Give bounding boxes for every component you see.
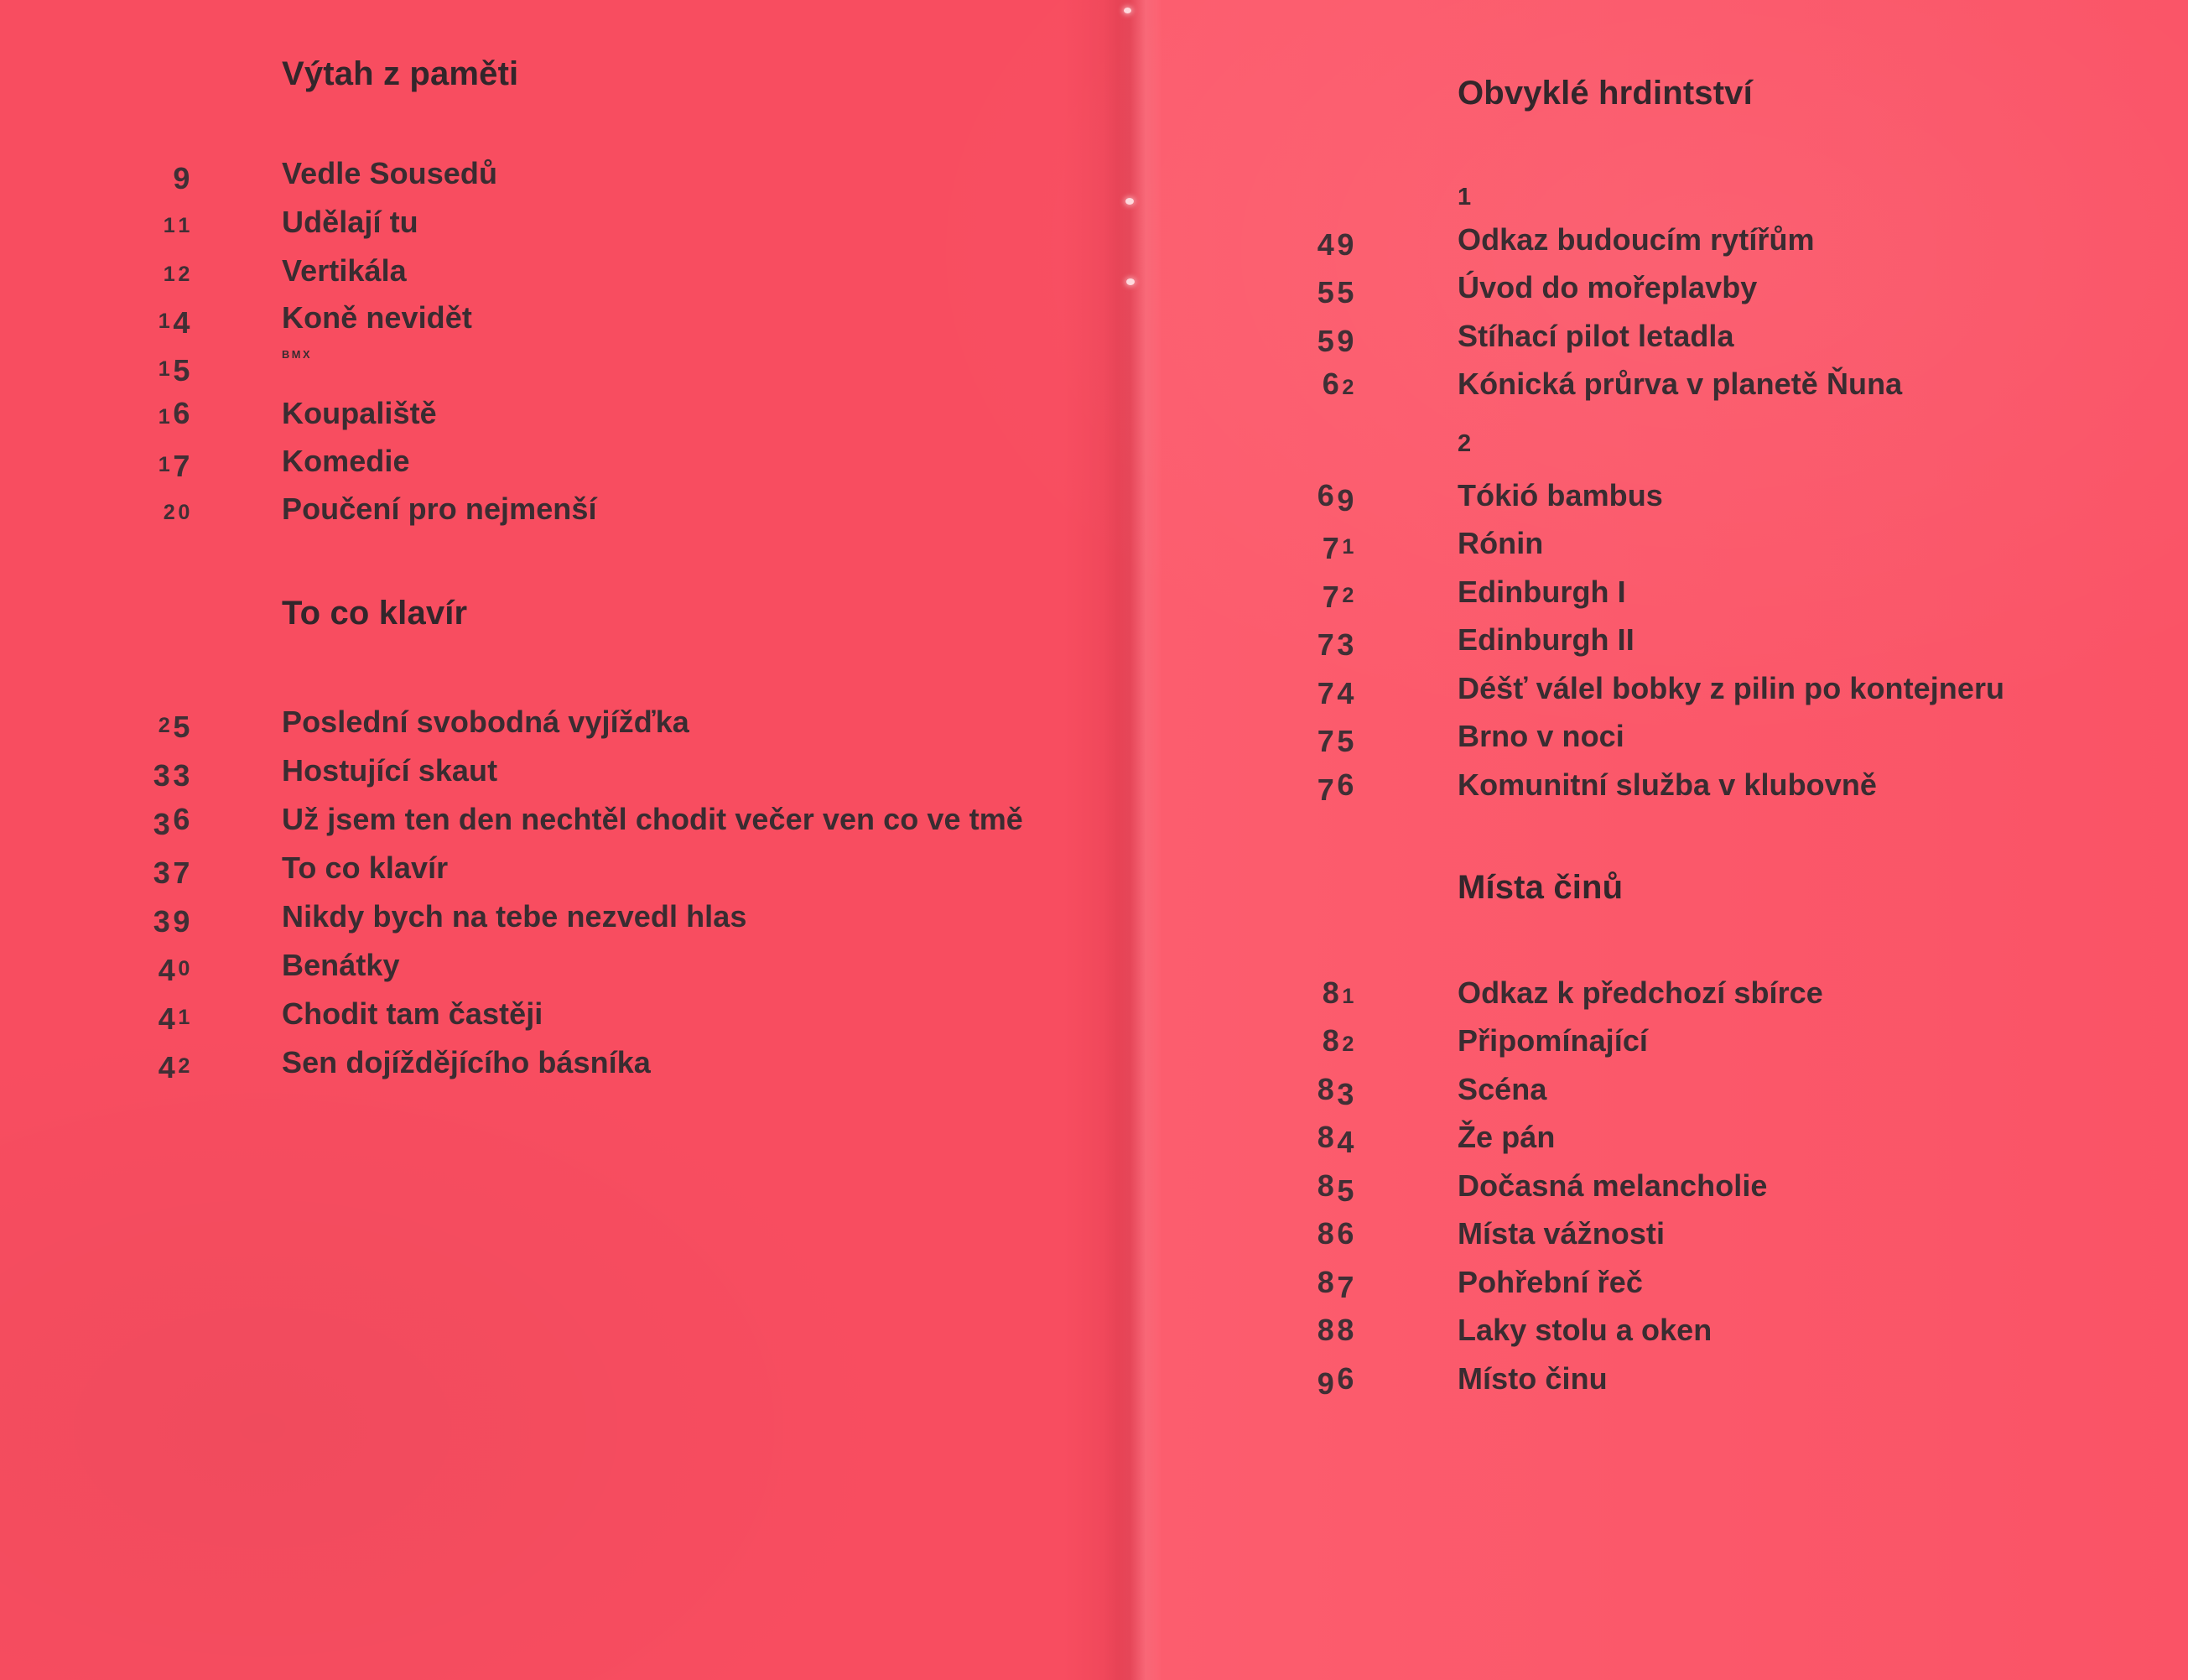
entry-page-number: 86: [1317, 1216, 1357, 1251]
entry-page-number: 37: [153, 855, 193, 890]
binding-stitch: [1124, 8, 1131, 13]
entry-page-number: 84: [1317, 1120, 1357, 1159]
entry-page-number: 42: [158, 1049, 193, 1084]
entry-page-number: 33: [153, 757, 193, 793]
entry-page-number: 75: [1317, 723, 1357, 758]
entry-page-number: 59: [1317, 323, 1357, 358]
entry-page-number: 20: [163, 501, 193, 524]
entry-page-number: 11: [163, 214, 193, 237]
entry-title: Rónin: [1458, 526, 1544, 560]
section-heading: To co klavír: [282, 595, 468, 632]
entry-title: Stíhací pilot letadla: [1458, 319, 1734, 353]
entry-title: Poučení pro nejmenší: [282, 492, 597, 526]
entry-page-number: 25: [158, 709, 193, 744]
entry-title: Pohřební řeč: [1458, 1265, 1643, 1299]
entry-title: Déšť válel bobky z pilin po kontejneru: [1458, 671, 2005, 705]
entry-title: Koupaliště: [282, 396, 437, 430]
entry-page-number: 41: [158, 1001, 193, 1036]
entry-page-number: 88: [1317, 1313, 1357, 1347]
entry-page-number: 16: [158, 396, 193, 430]
entry-title: Nikdy bych na tebe nezvedl hlas: [282, 899, 747, 934]
binding-stitch: [1126, 278, 1135, 285]
entry-page-number: 71: [1322, 530, 1357, 565]
entry-title: Už jsem ten den nechtěl chodit večer ven co ve tmě: [282, 802, 1023, 836]
entry-page-number: 72: [1322, 579, 1357, 614]
entry-page-number: 15: [158, 352, 193, 387]
entry-title: Laky stolu a oken: [1458, 1313, 1712, 1347]
entry-title: Chodit tam častěji: [282, 996, 543, 1031]
entry-page-number: 49: [1317, 226, 1357, 262]
entry-page-number: 81: [1322, 975, 1357, 1010]
entry-page-number: 83: [1317, 1072, 1357, 1111]
entry-page-number: 82: [1322, 1023, 1357, 1058]
entry-title: Poslední svobodná vyjížďka: [282, 705, 689, 739]
entry-title: Vertikála: [282, 253, 407, 288]
entry-page-number: 17: [158, 448, 193, 483]
entry-title: BMX: [282, 348, 313, 361]
entry-title: Kónická průrva v planetě Ňuna: [1458, 367, 1903, 401]
entry-page-number: 74: [1317, 675, 1357, 710]
entry-title: Hostující skaut: [282, 753, 498, 788]
entry-page-number: 96: [1317, 1361, 1357, 1401]
entry-title: Tókió bambus: [1458, 478, 1663, 512]
entry-title: Dočasná melancholie: [1458, 1168, 1768, 1203]
entry-title: Odkaz budoucím rytířům: [1458, 222, 1815, 257]
entry-page-number: 14: [158, 304, 193, 340]
entry-title: Místo činu: [1458, 1361, 1608, 1396]
entry-page-number: 73: [1317, 627, 1357, 662]
entry-title: Komedie: [282, 444, 410, 478]
entry-page-number: 36: [153, 802, 193, 841]
entry-page-number: 76: [1317, 767, 1357, 807]
entry-title: Že pán: [1458, 1120, 1556, 1154]
entry-page-number: 55: [1317, 274, 1357, 309]
entry-page-number: 69: [1317, 478, 1357, 518]
entry-page-number: 9: [173, 160, 193, 195]
entry-page-number: 40: [158, 952, 193, 987]
entry-page-number: 39: [153, 903, 193, 939]
subsection-label: 2: [1458, 430, 1473, 457]
entry-title: Připomínající: [1458, 1023, 1648, 1058]
entry-page-number: 62: [1322, 367, 1357, 401]
entry-title: Úvod do mořeplavby: [1458, 270, 1758, 304]
entry-title: Koně nevidět: [282, 300, 472, 335]
entry-page-number: 87: [1317, 1265, 1357, 1304]
entry-title: Scéna: [1458, 1072, 1547, 1106]
section-heading: Výtah z paměti: [282, 55, 519, 92]
entry-title: Vedle Sousedů: [282, 156, 498, 190]
entry-title: To co klavír: [282, 850, 449, 885]
entry-title: Edinburgh II: [1458, 622, 1635, 657]
section-heading: Místa činů: [1458, 869, 1624, 906]
entry-title: Edinburgh I: [1458, 575, 1626, 609]
entry-title: Brno v noci: [1458, 719, 1624, 753]
entry-title: Sen dojíždějícího básníka: [282, 1045, 651, 1079]
binding-stitch: [1125, 198, 1134, 205]
entry-page-number: 12: [163, 263, 193, 286]
entry-title: Benátky: [282, 948, 400, 982]
subsection-label: 1: [1458, 184, 1473, 211]
section-heading: Obvyklé hrdintství: [1458, 75, 1753, 112]
entry-title: Místa vážnosti: [1458, 1216, 1666, 1251]
entry-title: Udělají tu: [282, 205, 418, 239]
entry-title: Odkaz k předchozí sbírce: [1458, 975, 1823, 1010]
entry-page-number: 85: [1317, 1168, 1357, 1208]
entry-title: Komunitní služba v klubovně: [1458, 767, 1877, 802]
